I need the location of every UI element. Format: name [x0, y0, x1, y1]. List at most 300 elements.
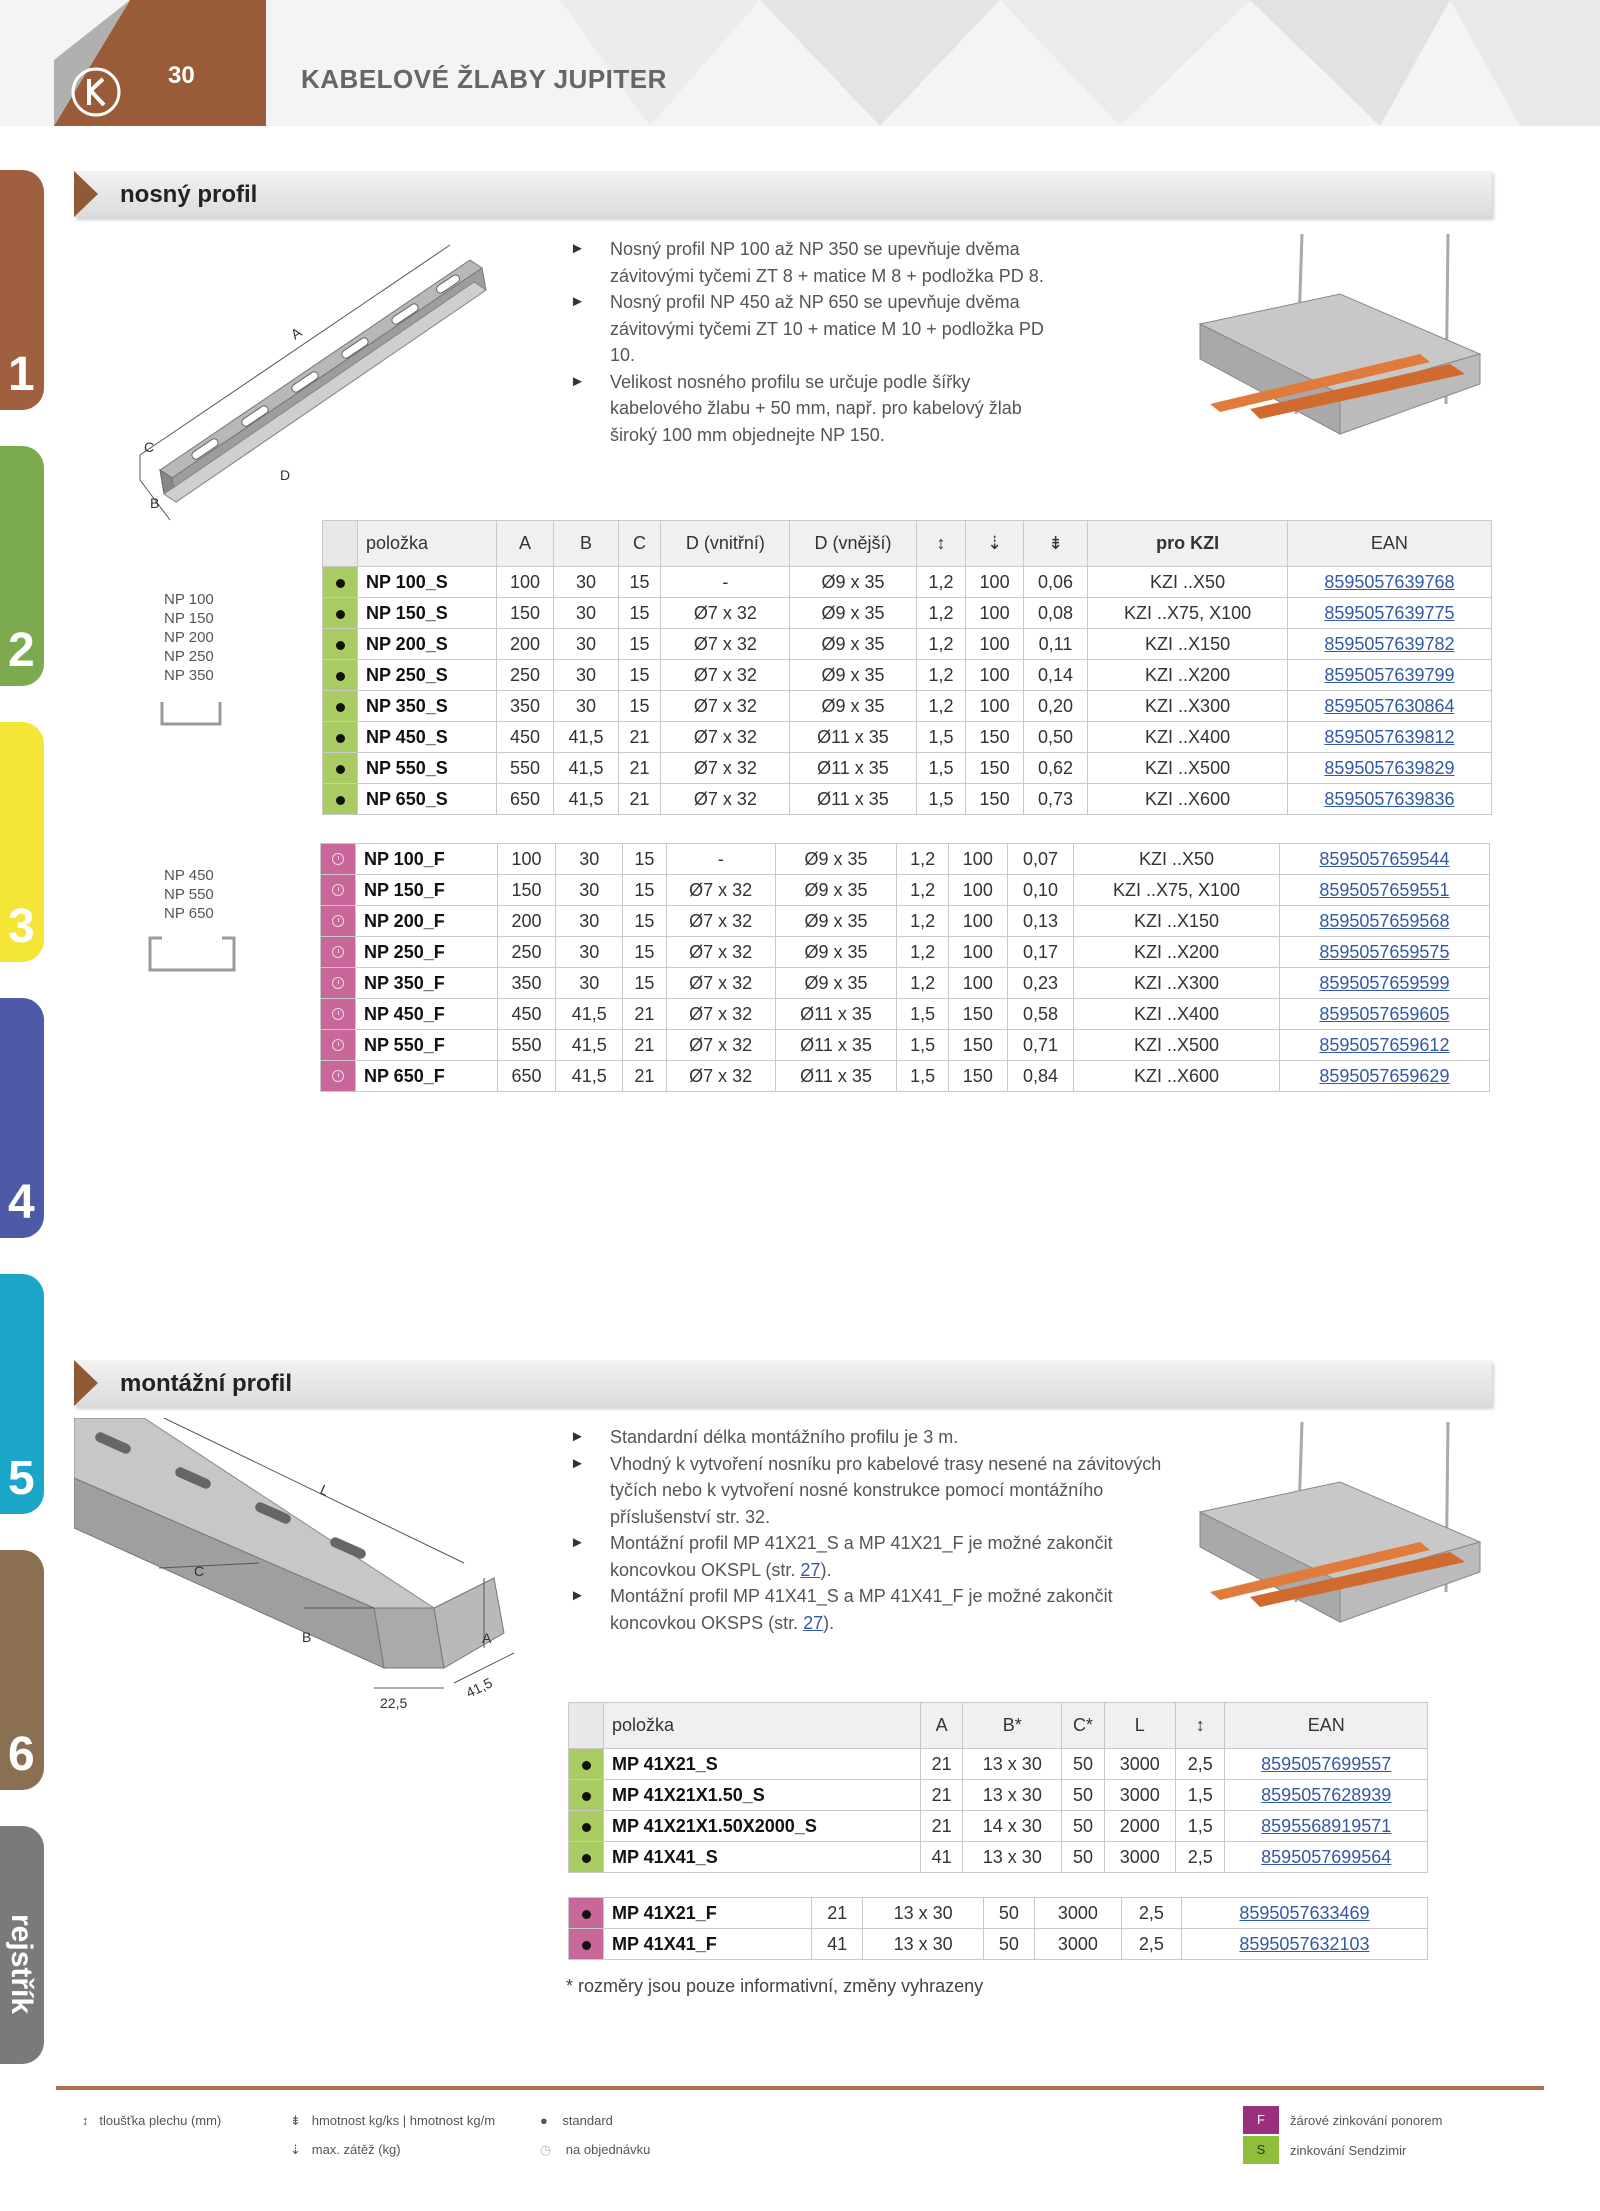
standard-marker [323, 753, 358, 784]
item-code: NP 150_F [356, 875, 498, 906]
bullet-item: ► Montážní profil MP 41X41_S a MP 41X41_F je možné zakončit koncovkou OKSPS (str. 27). [570, 1583, 1190, 1636]
table-cell: KZI ..X50 [1088, 567, 1288, 598]
table-cell: KZI ..X200 [1074, 937, 1279, 968]
page-link[interactable]: 27 [800, 1559, 821, 1580]
table-cell: 1,5 [1175, 1780, 1225, 1811]
table-cell: Ø9 x 35 [790, 660, 916, 691]
ean-link[interactable]: 8595057628939 [1261, 1784, 1392, 1805]
ean-link[interactable]: 8595057639775 [1324, 602, 1455, 623]
table-cell: 100 [948, 844, 1007, 875]
table-cell: 350 [497, 968, 556, 999]
side-tab-4[interactable]: 4 [0, 998, 44, 1238]
legend-s-text: zinkování Sendzimir [1290, 2143, 1407, 2158]
thickness-icon: ↕ [916, 521, 966, 567]
order-marker [321, 844, 356, 875]
table-cell: 100 [948, 968, 1007, 999]
table-row [321, 1030, 1490, 1061]
ean-link[interactable]: 8595057659551 [1319, 879, 1450, 900]
table-cell: KZI ..X300 [1074, 968, 1279, 999]
order-marker [569, 1898, 604, 1929]
item-code: NP 350_F [356, 968, 498, 999]
table-row [569, 1898, 1428, 1929]
ean-link[interactable]: 8595057639782 [1324, 633, 1455, 654]
table-cell: 550 [497, 1030, 556, 1061]
item-code: NP 450_F [356, 999, 498, 1030]
table-cell: 1,2 [916, 629, 966, 660]
dot-icon [582, 1761, 591, 1770]
table-cell: 0,73 [1023, 784, 1088, 815]
item-code: NP 100_S [358, 567, 497, 598]
standard-marker [569, 1811, 604, 1842]
table-cell: 0,71 [1007, 1030, 1074, 1061]
order-marker [321, 1030, 356, 1061]
order-marker [321, 875, 356, 906]
ean-link[interactable]: 8595057633469 [1239, 1902, 1370, 1923]
table-cell: 150 [948, 1061, 1007, 1092]
svg-text:A: A [287, 323, 305, 343]
table-cell: 1,5 [916, 784, 966, 815]
table-cell: 100 [966, 567, 1023, 598]
side-tab-1[interactable]: 1 [0, 170, 44, 410]
table-cell: 13 x 30 [963, 1780, 1062, 1811]
standard-marker [323, 722, 358, 753]
table-cell: 41,5 [556, 1061, 623, 1092]
side-tab-6[interactable]: 6 [0, 1550, 44, 1790]
legend-order: ◷ na objednávku [540, 2142, 651, 2157]
dot-icon [336, 672, 345, 681]
table-cell: Ø7 x 32 [661, 629, 790, 660]
ean-link[interactable]: 8595057659629 [1319, 1065, 1450, 1086]
table-cell: 0,62 [1023, 753, 1088, 784]
table-cell: 50 [1062, 1780, 1104, 1811]
ean-cell [1287, 629, 1491, 660]
table-cell: 3000 [1035, 1898, 1122, 1929]
standard-marker [323, 629, 358, 660]
table-row [569, 1749, 1428, 1780]
svg-text:22,5: 22,5 [380, 1695, 408, 1711]
table-cell: Ø11 x 35 [775, 999, 897, 1030]
ean-cell [1279, 937, 1489, 968]
svg-text:C: C [194, 1563, 205, 1579]
table-cell: Ø9 x 35 [790, 567, 916, 598]
table-row [321, 937, 1490, 968]
table-row [569, 1842, 1428, 1873]
table-row [323, 784, 1492, 815]
ean-link[interactable]: 8595057659575 [1319, 941, 1450, 962]
table-cell: 15 [618, 691, 661, 722]
clock-icon [332, 915, 344, 927]
table-cell: Ø9 x 35 [775, 875, 897, 906]
mounting-profile-drawing [74, 1418, 544, 1718]
table-cell: 0,13 [1007, 906, 1074, 937]
table-cell: 0,20 [1023, 691, 1088, 722]
table-cell: 30 [556, 968, 623, 999]
table-cell: 13 x 30 [863, 1898, 983, 1929]
logo-icon [70, 66, 122, 118]
item-code: MP 41X21_F [604, 1898, 812, 1929]
table-cell: 150 [496, 598, 553, 629]
table-cell: 1,2 [897, 937, 948, 968]
svg-text:C: C [144, 439, 155, 455]
table-cell: 1,2 [897, 844, 948, 875]
standard-marker [569, 1842, 604, 1873]
clock-icon [332, 977, 344, 989]
item-code: NP 550_F [356, 1030, 498, 1061]
clock-icon [332, 884, 344, 896]
table-row [323, 629, 1492, 660]
page-title: KABELOVÉ ŽLABY JUPITER [301, 64, 667, 94]
standard-marker [323, 691, 358, 722]
table-cell: 150 [948, 1030, 1007, 1061]
dot-icon [582, 1792, 591, 1801]
table-row [321, 968, 1490, 999]
table-cell: 30 [556, 844, 623, 875]
ean-cell [1225, 1780, 1428, 1811]
dot-icon: ● [540, 2113, 548, 2128]
dot-icon [336, 641, 345, 650]
ean-link[interactable]: 8595057630864 [1324, 695, 1455, 716]
table-cell: 14 x 30 [963, 1811, 1062, 1842]
svg-text:B: B [302, 1629, 312, 1645]
table-cell: Ø7 x 32 [661, 598, 790, 629]
table-cell: Ø11 x 35 [775, 1061, 897, 1092]
table-cell: 200 [496, 629, 553, 660]
mp-table-standard [568, 1702, 1428, 1873]
table-cell: 350 [496, 691, 553, 722]
table-cell: 41,5 [554, 753, 619, 784]
ean-cell [1279, 968, 1489, 999]
order-marker [321, 937, 356, 968]
table-cell: 100 [966, 629, 1023, 660]
table-cell: 21 [921, 1780, 963, 1811]
table-cell: 1,2 [916, 567, 966, 598]
bullet-item: ► Nosný profil NP 450 až NP 650 se upevňuje dvěma závitovými tyčemi ZT 10 + matice M 10 + podložka PD 10. [570, 289, 1060, 369]
svg-text:D: D [280, 467, 291, 483]
table-cell: 450 [496, 722, 553, 753]
ean-link[interactable]: 8595057659568 [1319, 910, 1450, 931]
item-code: NP 150_S [358, 598, 497, 629]
table-cell: 150 [497, 875, 556, 906]
item-code: MP 41X21_S [604, 1749, 921, 1780]
table-cell: Ø9 x 35 [790, 691, 916, 722]
thickness-icon: ↕ [82, 2113, 89, 2128]
np-table-standard [322, 520, 1492, 815]
bullet-item: ► Vhodný k vytvoření nosníku pro kabelové trasy nesené na závitových tyčích nebo k vytvoření nosné konstrukce pomocí montážního příslušenství str. 32. [570, 1451, 1190, 1531]
table-cell: KZI ..X150 [1088, 629, 1288, 660]
ean-cell [1181, 1929, 1427, 1960]
table-cell: 0,11 [1023, 629, 1088, 660]
table-cell: 100 [496, 567, 553, 598]
installation-photo-2 [1190, 1422, 1490, 1632]
dot-icon [582, 1941, 591, 1950]
table-cell: Ø7 x 32 [666, 999, 775, 1030]
table-cell: 15 [618, 660, 661, 691]
table-cell: KZI ..X150 [1074, 906, 1279, 937]
order-marker [321, 1061, 356, 1092]
item-code: NP 200_F [356, 906, 498, 937]
ean-link[interactable]: 8595057659599 [1319, 972, 1450, 993]
ean-cell [1225, 1842, 1428, 1873]
table-cell: 41 [812, 1929, 863, 1960]
table-row [321, 875, 1490, 906]
table-cell: 1,2 [916, 598, 966, 629]
table-cell: Ø11 x 35 [790, 784, 916, 815]
ean-cell [1279, 906, 1489, 937]
table-cell: 15 [622, 906, 666, 937]
table-cell: 30 [556, 906, 623, 937]
table-cell: 100 [948, 937, 1007, 968]
item-code: NP 650_S [358, 784, 497, 815]
ean-link[interactable]: 8595057659544 [1319, 848, 1450, 869]
table-cell: Ø7 x 32 [666, 875, 775, 906]
ean-link[interactable]: 8595057639812 [1324, 726, 1455, 747]
standard-marker [323, 784, 358, 815]
page-link[interactable]: 27 [803, 1612, 824, 1633]
table-cell: 0,17 [1007, 937, 1074, 968]
table-cell: 0,07 [1007, 844, 1074, 875]
ean-link[interactable]: 8595057639768 [1324, 571, 1455, 592]
table-cell: 150 [966, 722, 1023, 753]
side-tab-index[interactable]: rejstřík [0, 1826, 44, 2064]
table-row [321, 906, 1490, 937]
table-cell: 1,2 [897, 906, 948, 937]
table-row [569, 1929, 1428, 1960]
table-cell: 3000 [1035, 1929, 1122, 1960]
np-table-hotdip [320, 843, 1490, 1092]
page-number: 30 [168, 62, 195, 89]
table-cell: 3000 [1104, 1749, 1175, 1780]
svg-text:L: L [317, 1481, 332, 1499]
table-cell: Ø7 x 32 [666, 1061, 775, 1092]
carrier-profile-drawing [130, 240, 500, 530]
table-cell: 3000 [1104, 1842, 1175, 1873]
item-code: MP 41X41_S [604, 1842, 921, 1873]
ean-link[interactable]: 8595057699564 [1261, 1846, 1392, 1867]
ean-cell [1287, 660, 1491, 691]
table-row [323, 753, 1492, 784]
legend-weight: ⇟ hmotnost kg/ks | hmotnost kg/m [290, 2113, 496, 2128]
table-cell: Ø11 x 35 [775, 1030, 897, 1061]
table-cell: 1,5 [916, 753, 966, 784]
table-cell: 100 [966, 691, 1023, 722]
bullet-item: ► Standardní délka montážního profilu je 3 m. [570, 1424, 1190, 1451]
side-tab-5[interactable]: 5 [0, 1274, 44, 1514]
order-marker [321, 968, 356, 999]
table-row [323, 691, 1492, 722]
item-code: NP 250_S [358, 660, 497, 691]
np-group-2-list: NP 450 NP 550 NP 650 [164, 867, 214, 922]
table-cell: Ø9 x 35 [790, 598, 916, 629]
section-bar-nosny-profil [74, 171, 1492, 217]
standard-marker [323, 598, 358, 629]
table-cell: 3000 [1104, 1780, 1175, 1811]
dot-icon [336, 579, 345, 588]
section-title-nosny-profil: nosný profil [120, 181, 258, 208]
table-cell: 1,5 [897, 1030, 948, 1061]
table-cell: 250 [496, 660, 553, 691]
dot-icon [336, 703, 345, 712]
table-cell: 13 x 30 [963, 1749, 1062, 1780]
np-group-1-list: NP 100 NP 150 NP 200 NP 250 NP 350 [164, 591, 214, 684]
table-cell: 15 [622, 875, 666, 906]
table-cell: 250 [497, 937, 556, 968]
ean-cell [1225, 1811, 1428, 1842]
table-cell: KZI ..X75, X100 [1088, 598, 1288, 629]
table-cell: 50 [1062, 1842, 1104, 1873]
dot-icon [336, 734, 345, 743]
ean-link[interactable]: 8595057639829 [1324, 757, 1455, 778]
table-cell: 21 [622, 999, 666, 1030]
table-cell: 0,84 [1007, 1061, 1074, 1092]
table-cell: Ø7 x 32 [666, 1030, 775, 1061]
table-cell: KZI ..X300 [1088, 691, 1288, 722]
table-cell: 0,14 [1023, 660, 1088, 691]
table-cell: 41,5 [556, 999, 623, 1030]
table-cell: 450 [497, 999, 556, 1030]
table-cell: 0,10 [1007, 875, 1074, 906]
order-marker [321, 999, 356, 1030]
table-cell: 550 [496, 753, 553, 784]
ean-link[interactable]: 8595057632103 [1239, 1933, 1370, 1954]
order-marker [569, 1929, 604, 1960]
ean-cell [1181, 1898, 1427, 1929]
table-cell: 100 [966, 660, 1023, 691]
side-tab-2[interactable]: 2 [0, 446, 44, 686]
table-header-row: položka A B* C* L ↕ EAN [569, 1703, 1428, 1749]
table-cell: Ø9 x 35 [790, 629, 916, 660]
legend-thickness: ↕ tloušťka plechu (mm) [82, 2113, 222, 2128]
table-cell: 30 [554, 691, 619, 722]
table-cell: 100 [948, 875, 1007, 906]
table-cell: 41 [921, 1842, 963, 1873]
ean-link[interactable]: 8595057659612 [1319, 1034, 1450, 1055]
legend-load: ⇣ max. zátěž (kg) [290, 2142, 401, 2157]
header-background [0, 0, 1600, 126]
table-cell: Ø7 x 32 [666, 906, 775, 937]
mp-table-hotdip [568, 1897, 1428, 1960]
load-icon: ⇣ [290, 2142, 301, 2157]
table-cell: 15 [622, 968, 666, 999]
ean-link[interactable]: 8595057659605 [1319, 1003, 1450, 1024]
table-cell: 0,06 [1023, 567, 1088, 598]
ean-cell [1279, 1030, 1489, 1061]
table-cell: KZI ..X600 [1088, 784, 1288, 815]
table-cell: 30 [554, 629, 619, 660]
table-cell: KZI ..X75, X100 [1074, 875, 1279, 906]
header-pattern [0, 0, 1600, 126]
table-cell: 150 [966, 753, 1023, 784]
table-cell: Ø7 x 32 [661, 691, 790, 722]
table-cell: 1,2 [897, 875, 948, 906]
ean-link[interactable]: 8595568919571 [1261, 1815, 1392, 1836]
bullet-item: ► Nosný profil NP 100 až NP 350 se upevňuje dvěma závitovými tyčemi ZT 8 + matice M 8 + podložka PD 8. [570, 236, 1060, 289]
dimensions-note: * rozměry jsou pouze informativní, změny vyhrazeny [566, 1976, 984, 1996]
side-tab-3[interactable]: 3 [0, 722, 44, 962]
table-cell: 1,2 [916, 691, 966, 722]
table-cell: 21 [812, 1898, 863, 1929]
table-cell: 21 [921, 1811, 963, 1842]
table-cell: 30 [554, 598, 619, 629]
table-cell: 0,50 [1023, 722, 1088, 753]
table-cell: Ø9 x 35 [775, 906, 897, 937]
table-cell: 13 x 30 [963, 1842, 1062, 1873]
clock-icon [332, 1070, 344, 1082]
table-cell: 2,5 [1121, 1898, 1181, 1929]
table-cell: 150 [966, 784, 1023, 815]
item-code: NP 250_F [356, 937, 498, 968]
table-cell: - [661, 567, 790, 598]
profile-shape-large-icon [144, 930, 240, 976]
dot-icon [336, 610, 345, 619]
table-cell: 15 [622, 937, 666, 968]
load-icon: ⇣ [966, 521, 1023, 567]
table-cell: 2,5 [1175, 1842, 1225, 1873]
table-row [321, 1061, 1490, 1092]
table-cell: 21 [921, 1749, 963, 1780]
item-code: NP 100_F [356, 844, 498, 875]
table-cell: 150 [948, 999, 1007, 1030]
table-cell: Ø9 x 35 [775, 968, 897, 999]
ean-cell [1287, 567, 1491, 598]
table-cell: 21 [622, 1061, 666, 1092]
table-cell: 15 [622, 844, 666, 875]
dot-icon [336, 796, 345, 805]
installation-photo-1 [1190, 234, 1490, 444]
section-title-montazni-profil: montážní profil [120, 1370, 292, 1397]
table-cell: KZI ..X500 [1074, 1030, 1279, 1061]
item-code: NP 350_S [358, 691, 497, 722]
table-cell: 2,5 [1175, 1749, 1225, 1780]
table-cell: 0,08 [1023, 598, 1088, 629]
clock-icon [332, 1039, 344, 1051]
table-cell: Ø7 x 32 [661, 722, 790, 753]
svg-text:A: A [482, 1630, 492, 1646]
table-cell: Ø7 x 32 [661, 784, 790, 815]
table-row [323, 722, 1492, 753]
table-cell: Ø11 x 35 [790, 722, 916, 753]
ean-cell [1279, 844, 1489, 875]
table-cell: KZI ..X600 [1074, 1061, 1279, 1092]
table-cell: 100 [497, 844, 556, 875]
table-cell: 200 [497, 906, 556, 937]
table-row [321, 844, 1490, 875]
ean-link[interactable]: 8595057639836 [1324, 788, 1455, 809]
ean-link[interactable]: 8595057699557 [1261, 1753, 1392, 1774]
clock-icon [332, 1008, 344, 1020]
ean-cell [1225, 1749, 1428, 1780]
table-cell: Ø9 x 35 [775, 937, 897, 968]
section2-bullets [570, 1424, 1190, 1636]
table-header-row: položka A B C D (vnitřní) D (vnější) ↕ ⇣ ⇟ pro KZI EAN [323, 521, 1492, 567]
table-cell: 21 [618, 784, 661, 815]
standard-marker [323, 660, 358, 691]
table-cell: 21 [618, 753, 661, 784]
table-row [321, 999, 1490, 1030]
ean-cell [1287, 691, 1491, 722]
weight-icon: ⇟ [290, 2113, 301, 2128]
standard-marker [569, 1749, 604, 1780]
table-cell: Ø7 x 32 [661, 753, 790, 784]
standard-marker [323, 567, 358, 598]
table-cell: 41,5 [556, 1030, 623, 1061]
profile-shape-small-icon [156, 698, 226, 730]
table-cell: 0,23 [1007, 968, 1074, 999]
table-cell: KZI ..X200 [1088, 660, 1288, 691]
order-marker [321, 906, 356, 937]
ean-link[interactable]: 8595057639799 [1324, 664, 1455, 685]
bullet-item: ► Montážní profil MP 41X21_S a MP 41X21_F je možné zakončit koncovkou OKSPL (str. 27). [570, 1530, 1190, 1583]
table-cell: KZI ..X500 [1088, 753, 1288, 784]
